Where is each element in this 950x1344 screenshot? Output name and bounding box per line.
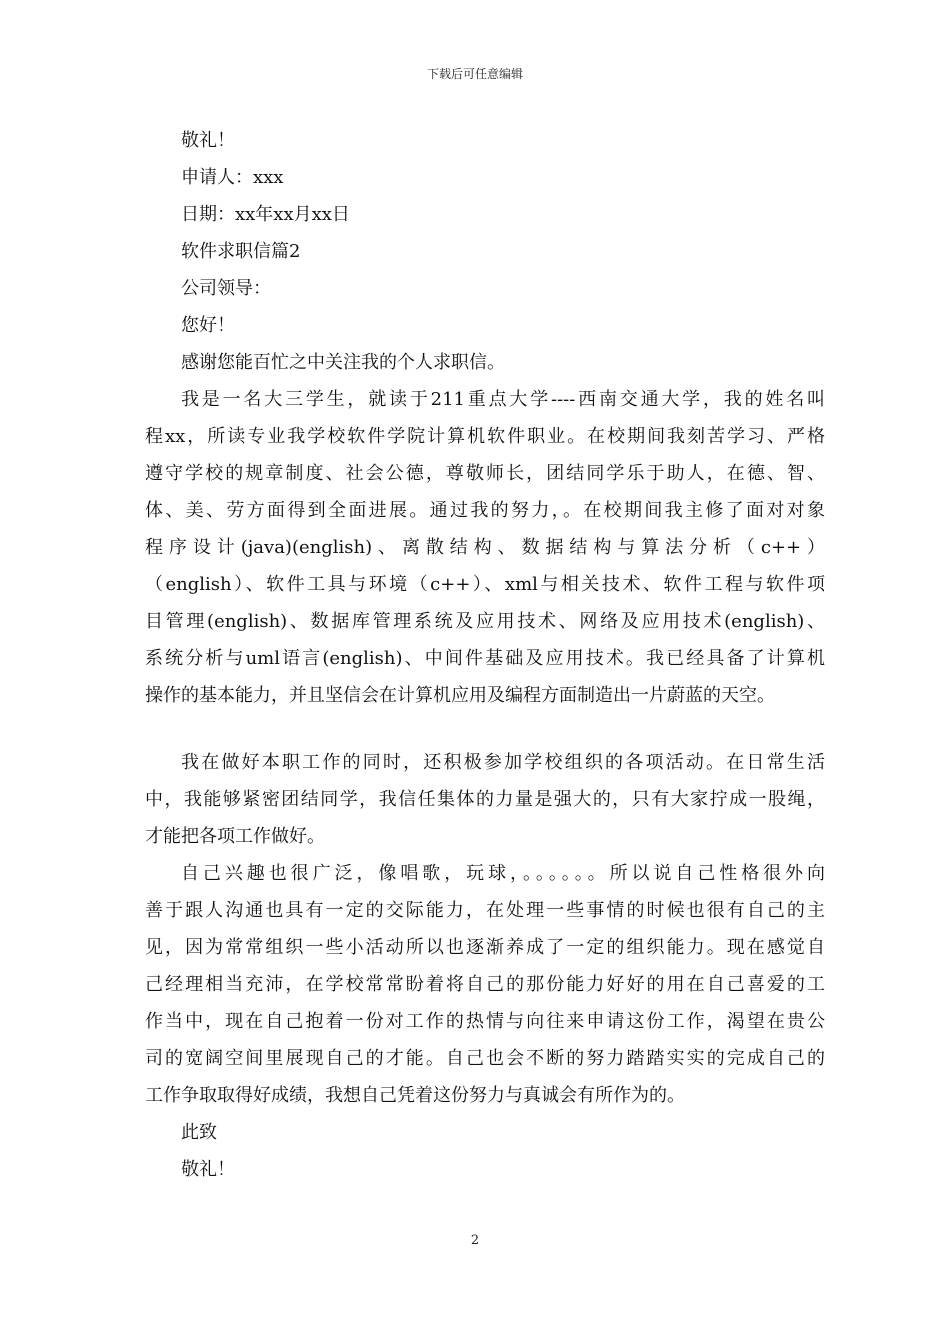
- greeting: 您好！: [181, 315, 235, 336]
- document-body: [145, 122, 825, 1188]
- text-line: 才能把各项工作做好。: [145, 826, 325, 847]
- closing-salute: 敬礼！: [181, 130, 235, 151]
- text-line: 见，因为常常组织一些小活动所以也逐渐养成了一定的组织能力。现在感觉自: [145, 937, 825, 958]
- text-line: 己经理相当充沛，在学校常常盼着将自己的那份能力好好的用在自己喜爱的工: [145, 974, 825, 995]
- paragraph-gap: [145, 714, 825, 744]
- text-line: 作当中，现在自己抱着一份对工作的热情与向往来申请这份工作，渴望在贵公: [145, 1011, 825, 1032]
- text-line: 工作争取取得好成绩，我想自己凭着这份努力与真诚会有所作为的。: [145, 1085, 685, 1106]
- text-line: 司的宽阔空间里展现自己的才能。自己也会不断的努力踏踏实实的完成自己的: [145, 1048, 825, 1069]
- text-line: 系统分析与uml语言(english)、中间件基础及应用技术。我已经具备了计算机: [145, 648, 825, 669]
- thanks-line: 感谢您能百忙之中关注我的个人求职信。: [181, 352, 505, 373]
- text-line: 目管理(english)、数据库管理系统及应用技术、网络及应用技术(english)、: [145, 611, 825, 632]
- paragraph-activities: [145, 744, 825, 855]
- text-line: 我是一名大三学生，就读于211重点大学----西南交通大学，我的姓名叫: [181, 389, 825, 410]
- page-number: 2: [470, 1233, 480, 1248]
- text-line: 我在做好本职工作的同时，还积极参加学校组织的各项活动。在日常生活: [181, 752, 825, 773]
- text-line: 遵守学校的规章制度、社会公德，尊敬师长，团结同学乐于助人，在德、智、: [145, 463, 825, 484]
- closing-phrase: 此致: [181, 1122, 217, 1143]
- text-line: 自己兴趣也很广泛，像唱歌，玩球，。。。。。。所以说自己性格很外向: [181, 863, 825, 884]
- paragraph-intro: [145, 381, 825, 714]
- paragraph-interests: [145, 855, 825, 1114]
- date-line: 日期：xx年xx月xx日: [181, 204, 350, 225]
- page-header-note: 下载后可任意编辑: [426, 67, 523, 81]
- text-line: 善于跟人沟通也具有一定的交际能力，在处理一些事情的时候也很有自己的主: [145, 900, 825, 921]
- text-line: 操作的基本能力，并且坚信会在计算机应用及编程方面制造出一片蔚蓝的天空。: [145, 685, 775, 706]
- text-line: 程序设计(java)(english)、离散结构、数据结构与算法分析（c++）: [145, 537, 825, 558]
- closing-salute-final: 敬礼！: [181, 1159, 235, 1180]
- text-line: 体、美、劳方面得到全面进展。通过我的努力，。在校期间我主修了面对对象: [145, 500, 825, 521]
- salutation: 公司领导：: [181, 278, 271, 299]
- text-line: 中，我能够紧密团结同学，我信任集体的力量是强大的，只有大家拧成一股绳，: [145, 789, 825, 810]
- text-line: （english）、软件工具与环境（c++）、xml与相关技术、软件工程与软件项: [145, 574, 825, 595]
- text-line: 程xx，所读专业我学校软件学院计算机软件职业。在校期间我刻苦学习、严格: [145, 426, 825, 447]
- section-title: 软件求职信篇2: [181, 241, 301, 262]
- applicant-line: 申请人：xxx: [181, 167, 284, 188]
